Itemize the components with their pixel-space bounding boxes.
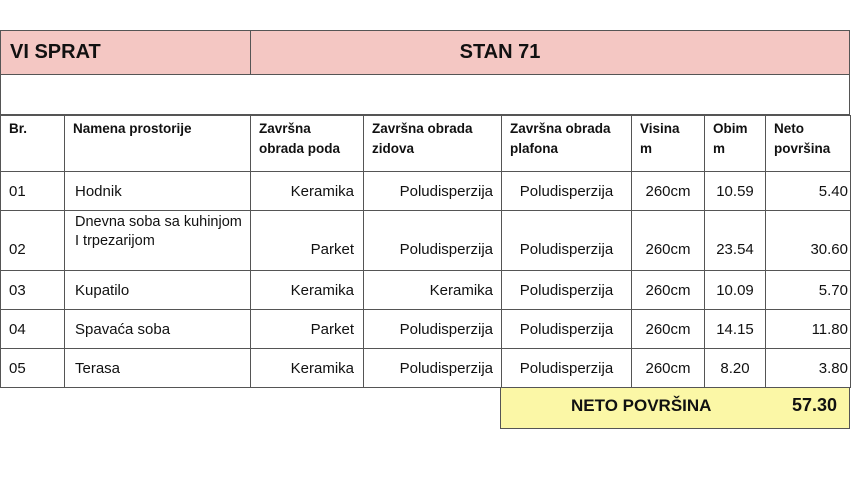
cell-ceiling-finish: Poludisperzija — [502, 172, 632, 211]
col-header-ceiling-finish: Završna obrada plafona — [502, 116, 632, 172]
apartment-header — [250, 30, 850, 75]
table-row — [1, 172, 851, 211]
cell-perimeter: 10.09 — [705, 271, 766, 310]
cell-perimeter: 23.54 — [705, 211, 766, 271]
cell-ceiling-finish: Poludisperzija — [502, 211, 632, 271]
cell-height: 260cm — [632, 271, 705, 310]
cell-wall-finish: Poludisperzija — [364, 349, 502, 388]
cell-floor-finish: Keramika — [251, 271, 364, 310]
net-area-total-value: 57.30 — [791, 395, 837, 415]
table-row — [1, 211, 851, 271]
cell-net-area: 30.60 — [766, 211, 851, 271]
cell-floor-finish: Keramika — [251, 172, 364, 211]
cell-room-name: Terasa — [65, 349, 251, 388]
cell-net-area: 5.40 — [766, 172, 851, 211]
room-table — [0, 115, 851, 388]
cell-room-name: Spavaća soba — [65, 310, 251, 349]
cell-room-name: Hodnik — [65, 172, 251, 211]
table-row — [1, 271, 851, 310]
col-header-wall-finish: Završna obrada zidova — [364, 116, 502, 172]
cell-wall-finish: Poludisperzija — [364, 310, 502, 349]
table-row — [1, 310, 851, 349]
net-area-total-box — [500, 387, 850, 429]
cell-wall-finish: Poludisperzija — [364, 172, 502, 211]
cell-net-area: 5.70 — [766, 271, 851, 310]
cell-height: 260cm — [632, 172, 705, 211]
cell-br: 03 — [1, 271, 65, 310]
cell-room-name: Kupatilo — [65, 271, 251, 310]
cell-room-name: Dnevna soba sa kuhinjom I trpezarijom — [65, 211, 251, 271]
net-area-total-label: NETO POVRŠINA — [571, 396, 712, 415]
cell-net-area: 3.80 — [766, 349, 851, 388]
cell-br: 02 — [1, 211, 65, 271]
table-row — [1, 349, 851, 388]
cell-wall-finish: Keramika — [364, 271, 502, 310]
cell-floor-finish: Parket — [251, 211, 364, 271]
cell-br: 04 — [1, 310, 65, 349]
spacer-row — [0, 75, 850, 115]
cell-wall-finish: Poludisperzija — [364, 211, 502, 271]
cell-perimeter: 10.59 — [705, 172, 766, 211]
col-header-height: Visina m — [632, 116, 705, 172]
cell-br: 01 — [1, 172, 65, 211]
apartment-label: STAN 71 — [459, 41, 541, 63]
cell-net-area: 11.80 — [766, 310, 851, 349]
table-header-row — [1, 116, 851, 172]
cell-height: 260cm — [632, 211, 705, 271]
col-header-br: Br. — [1, 116, 65, 172]
cell-ceiling-finish: Poludisperzija — [502, 271, 632, 310]
col-header-perimeter: Obim m — [705, 116, 766, 172]
col-header-net-area: Neto površina — [766, 116, 851, 172]
cell-ceiling-finish: Poludisperzija — [502, 349, 632, 388]
cell-floor-finish: Parket — [251, 310, 364, 349]
cell-perimeter: 14.15 — [705, 310, 766, 349]
cell-perimeter: 8.20 — [705, 349, 766, 388]
floor-label: VI SPRAT — [10, 41, 101, 63]
col-header-room-purpose: Namena prostorije — [65, 116, 251, 172]
cell-floor-finish: Keramika — [251, 349, 364, 388]
floor-header — [0, 30, 250, 75]
col-header-floor-finish: Završna obrada poda — [251, 116, 364, 172]
cell-height: 260cm — [632, 349, 705, 388]
cell-height: 260cm — [632, 310, 705, 349]
cell-br: 05 — [1, 349, 65, 388]
cell-ceiling-finish: Poludisperzija — [502, 310, 632, 349]
